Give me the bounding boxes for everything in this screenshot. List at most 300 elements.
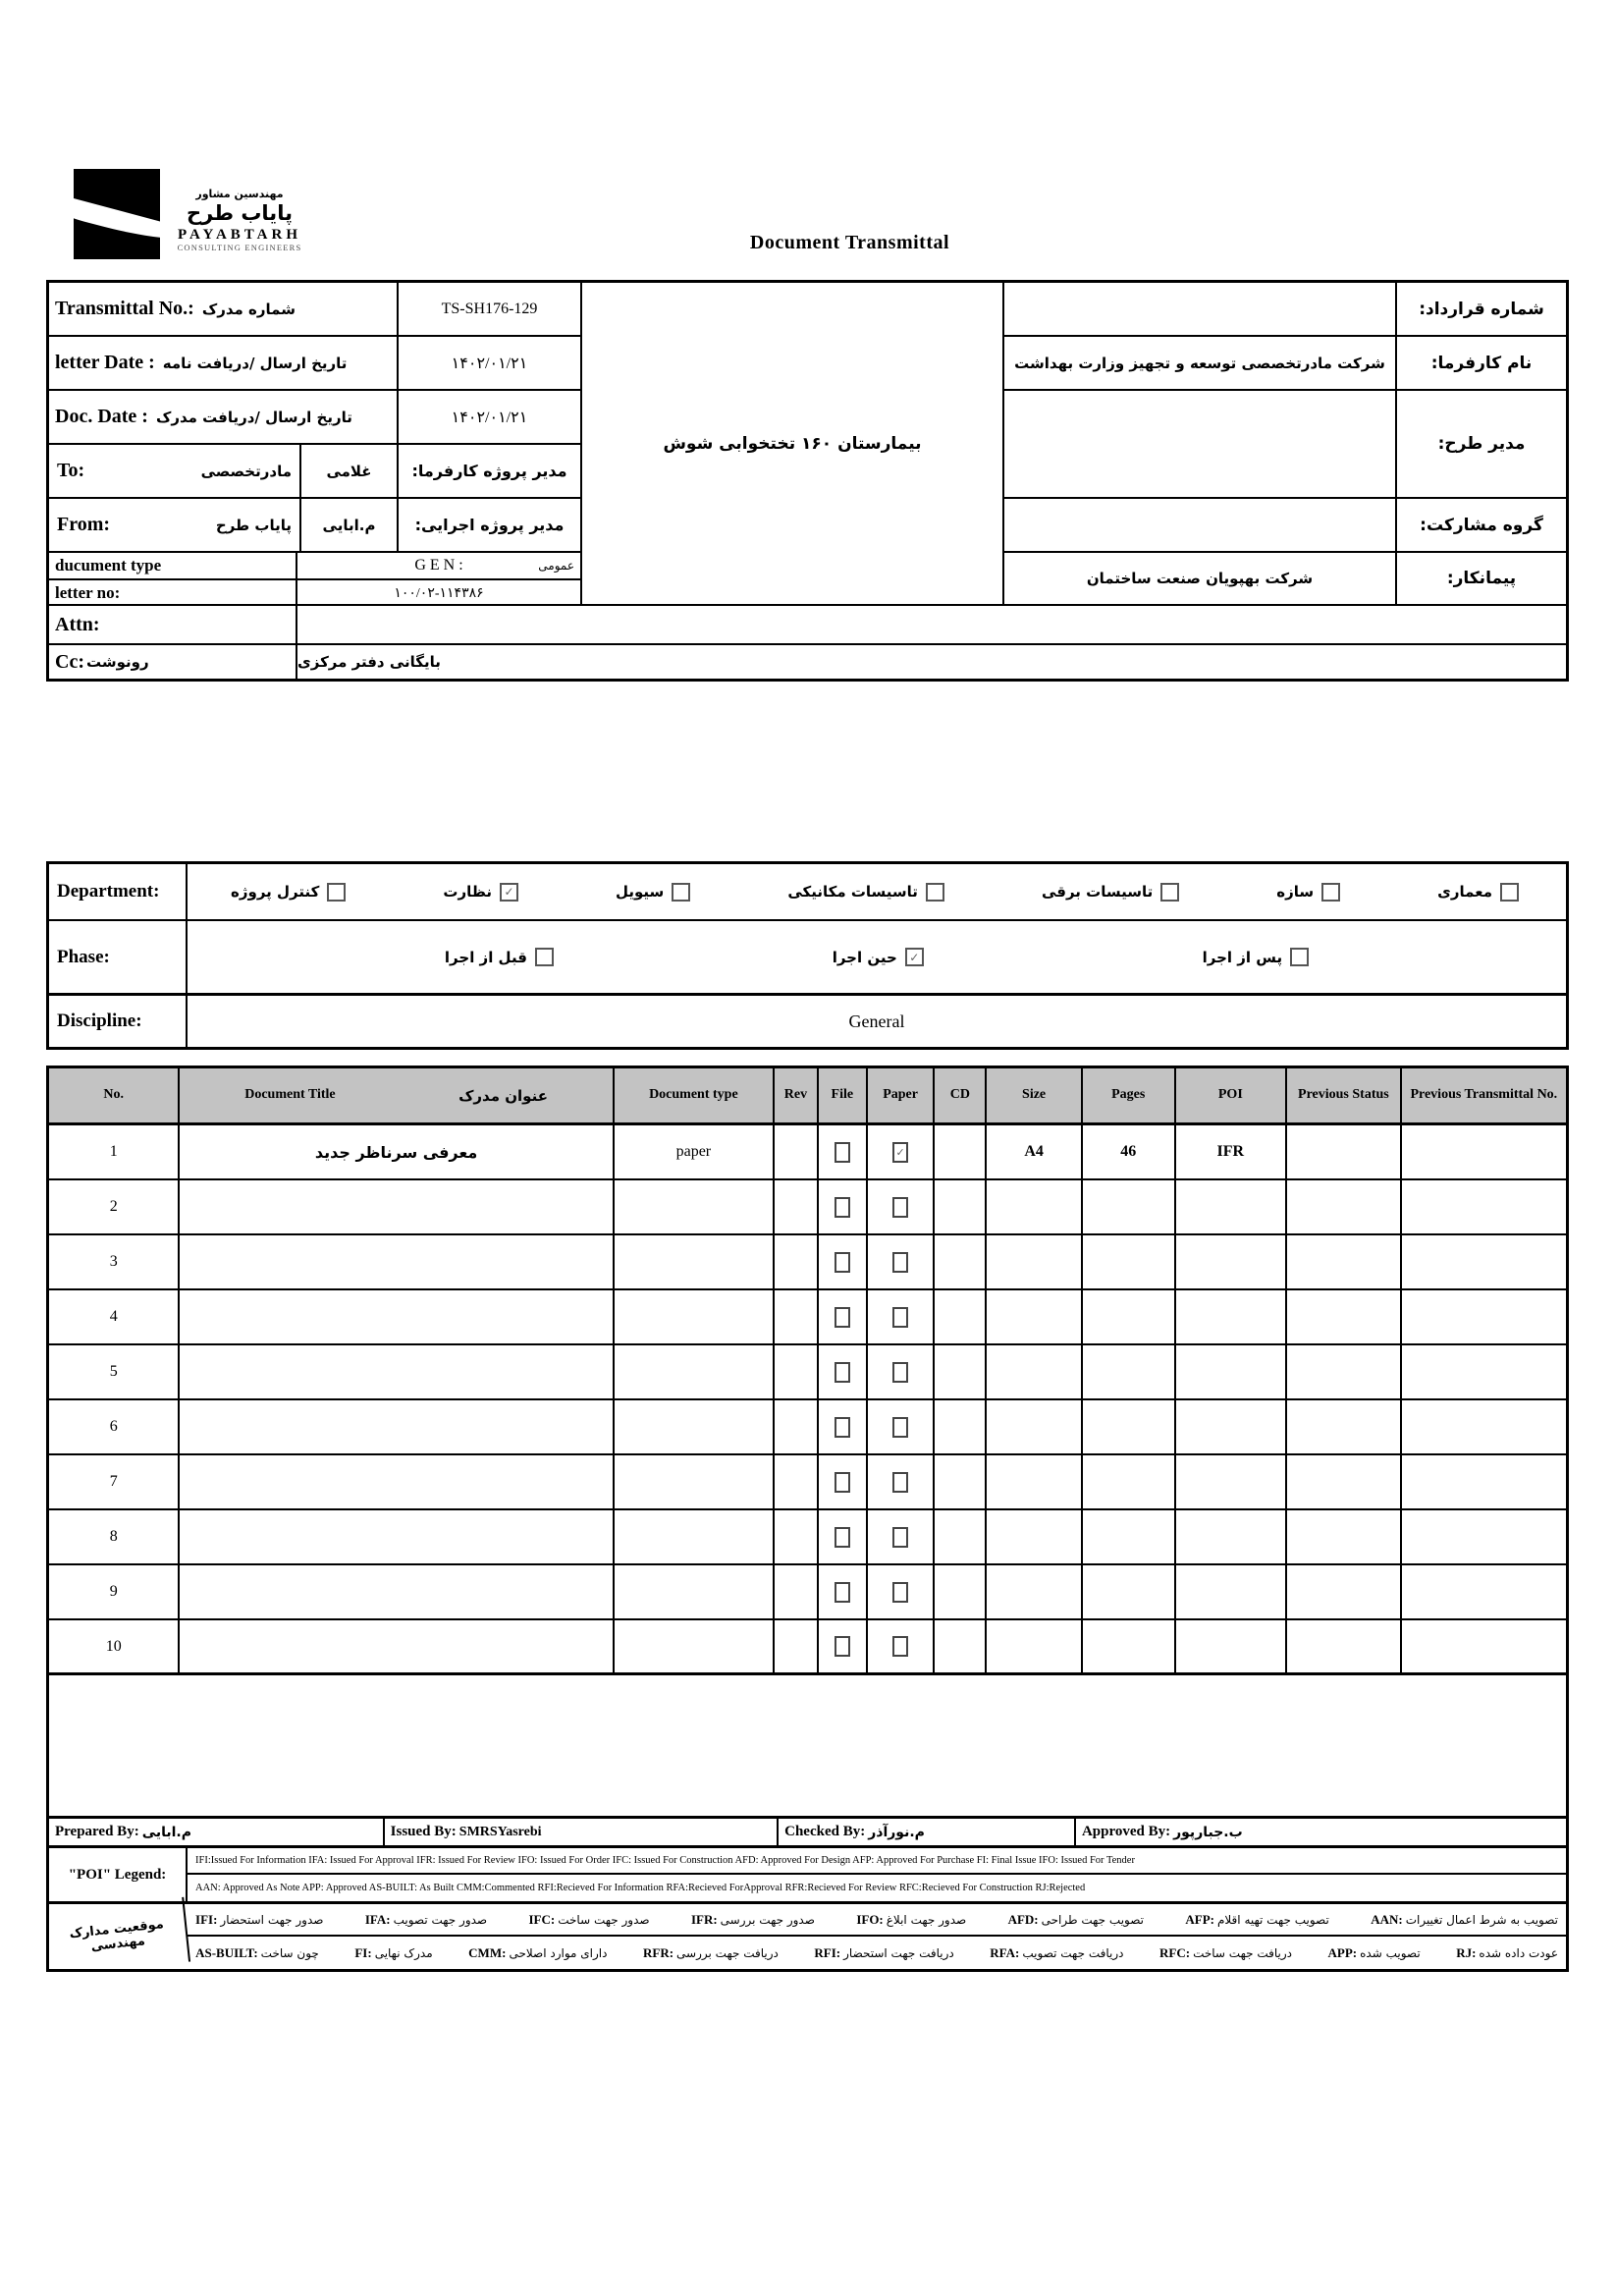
row-poi xyxy=(1176,1345,1288,1398)
row-number: 8 xyxy=(49,1510,180,1563)
row-size xyxy=(987,1510,1083,1563)
department-checkbox-2[interactable] xyxy=(1321,883,1340,902)
header-top-section xyxy=(49,283,1566,606)
logo-farsi-name: پایاب طرح xyxy=(187,200,293,225)
row-prev-transmittal xyxy=(1402,1290,1566,1343)
farsi-legend-1-code: IFA: xyxy=(364,1911,391,1927)
attn-row xyxy=(49,606,1566,645)
approved-by-label: Approved By: xyxy=(1081,1824,1171,1839)
row-prev-transmittal xyxy=(1402,1400,1566,1453)
table-row-6 xyxy=(49,1400,1566,1455)
department-option-label: معماری xyxy=(1437,883,1492,901)
header-right-column xyxy=(1004,283,1566,604)
farsi-legend-section xyxy=(49,1904,1566,1969)
transmittal-no-label: Transmittal No.: xyxy=(55,298,194,319)
row-paper-cell xyxy=(868,1180,936,1233)
row-10-paper-checkbox[interactable] xyxy=(892,1636,908,1657)
farsi-legend-line-1 xyxy=(188,1904,1566,1937)
farsi-legend-2-code: RJ: xyxy=(1456,1944,1477,1960)
farsi-legend-2-code: FI: xyxy=(354,1944,372,1960)
row-6-paper-checkbox[interactable] xyxy=(892,1417,908,1438)
phase-option-label: قبل از اجرا xyxy=(444,948,527,966)
row-number: 7 xyxy=(49,1455,180,1508)
farsi-legend-2-code: RFI: xyxy=(814,1944,841,1960)
row-1-file-checkbox[interactable] xyxy=(835,1142,850,1163)
document-type-label: ducument type xyxy=(55,556,162,574)
row-document-type xyxy=(615,1400,775,1453)
prepared-by-label: Prepared By: xyxy=(55,1824,139,1839)
row-paper-cell xyxy=(868,1565,936,1618)
farsi-legend-2-item-as-built xyxy=(195,1945,319,1961)
letter-date-label-fa: تاریخ ارسال /دریافت نامه xyxy=(162,354,348,372)
farsi-legend-1-text: تصویب جهت طراحی xyxy=(1041,1912,1144,1927)
farsi-legend-2-item-fi xyxy=(354,1945,432,1961)
contract-no-value xyxy=(1004,283,1397,335)
table-row-5 xyxy=(49,1345,1566,1400)
row-rev xyxy=(775,1455,819,1508)
row-2-paper-checkbox[interactable] xyxy=(892,1197,908,1218)
row-prev-transmittal xyxy=(1402,1510,1566,1563)
farsi-legend-2-text: دارای موارد اصلاحی xyxy=(509,1945,608,1960)
row-rev xyxy=(775,1510,819,1563)
department-option-label: کنترل پروژه xyxy=(231,883,320,901)
farsi-legend-1-item-afp xyxy=(1185,1912,1328,1928)
farsi-legend-2-item-app xyxy=(1328,1945,1421,1961)
header-table xyxy=(46,280,1569,682)
row-pages xyxy=(1083,1180,1176,1233)
attn-value xyxy=(297,606,1566,643)
partnership-group-label: گروه مشارکت: xyxy=(1420,515,1543,535)
signoff-row xyxy=(49,1819,1566,1848)
col-header-prev-transmittal: Previous Transmittal No. xyxy=(1410,1087,1558,1103)
farsi-legend-1-code: AAN: xyxy=(1371,1911,1403,1927)
issued-by-value: SMRSYasrebi xyxy=(458,1824,542,1839)
row-file-cell xyxy=(819,1290,868,1343)
row-8-file-checkbox[interactable] xyxy=(835,1527,850,1548)
row-rev xyxy=(775,1400,819,1453)
row-file-cell xyxy=(819,1455,868,1508)
row-file-cell xyxy=(819,1180,868,1233)
row-paper-cell xyxy=(868,1125,936,1178)
row-document-title xyxy=(180,1620,614,1672)
row-4-paper-checkbox[interactable] xyxy=(892,1307,908,1328)
table-row-10 xyxy=(49,1620,1566,1675)
row-prev-transmittal xyxy=(1402,1235,1566,1288)
discipline-value: General xyxy=(848,1011,905,1031)
to-person: غلامی xyxy=(326,462,372,480)
farsi-legend-2-code: RFR: xyxy=(643,1944,674,1960)
row-paper-cell xyxy=(868,1290,936,1343)
row-file-cell xyxy=(819,1235,868,1288)
classification-table xyxy=(46,861,1569,1050)
phase-option-2 xyxy=(833,948,924,966)
col-header-doctype: Document type xyxy=(615,1068,775,1122)
row-size xyxy=(987,1620,1083,1672)
row-size xyxy=(987,1180,1083,1233)
row-3-file-checkbox[interactable] xyxy=(835,1252,850,1273)
row-document-type xyxy=(615,1290,775,1343)
farsi-legend-1-text: صدور جهت ساخت xyxy=(558,1912,650,1927)
doc-date-value: ۱۴۰۲/۰۱/۲۱ xyxy=(451,409,528,426)
table-remarks-empty-area xyxy=(49,1675,1566,1819)
department-checkbox-7[interactable] xyxy=(327,883,346,902)
row-poi xyxy=(1176,1290,1288,1343)
row-cd xyxy=(935,1565,987,1618)
row-7-paper-checkbox[interactable] xyxy=(892,1472,908,1493)
row-number: 10 xyxy=(49,1620,180,1672)
phase-checkbox-1[interactable] xyxy=(1290,948,1309,966)
row-number: 3 xyxy=(49,1235,180,1288)
row-prev-status xyxy=(1287,1565,1402,1618)
header-left-column xyxy=(49,283,582,604)
farsi-legend-1-text: صدور جهت تصویب xyxy=(393,1912,488,1927)
department-checkbox-4[interactable] xyxy=(926,883,944,902)
row-cd xyxy=(935,1290,987,1343)
col-header-rev: Rev xyxy=(775,1068,819,1122)
row-cd xyxy=(935,1235,987,1288)
document-table-body xyxy=(49,1125,1566,1675)
row-prev-status xyxy=(1287,1235,1402,1288)
col-header-no: No. xyxy=(49,1068,180,1122)
row-pages xyxy=(1083,1400,1176,1453)
cc-label: Cc: xyxy=(55,650,84,673)
farsi-legend-1-item-aan xyxy=(1371,1912,1558,1928)
row-number: 5 xyxy=(49,1345,180,1398)
phase-option-1 xyxy=(1203,948,1309,966)
row-prev-transmittal xyxy=(1402,1180,1566,1233)
department-option-label: نظارت xyxy=(443,883,492,901)
row-document-type xyxy=(615,1345,775,1398)
farsi-legend-1-item-ifr xyxy=(691,1912,815,1928)
row-cd xyxy=(935,1125,987,1178)
row-file-cell xyxy=(819,1620,868,1672)
poi-legend-english-line-1: IFI:Issued For Information IFA: Issued For Approval IFR: Issued For Review IFO: Issued For Order IFC: Issued For Construction AFD: Approved For Design AFP: Approved For Purchase FI: Final Issue IFO: Issued For Tender xyxy=(188,1848,1566,1875)
poi-legend-label: "POI" Legend: xyxy=(49,1848,188,1901)
row-4-file-checkbox[interactable] xyxy=(835,1307,850,1328)
row-prev-status xyxy=(1287,1180,1402,1233)
row-document-title: معرفی سرناظر جدید xyxy=(180,1125,614,1178)
row-rev xyxy=(775,1290,819,1343)
farsi-legend-2-text: چون ساخت xyxy=(260,1945,319,1960)
row-7-file-checkbox[interactable] xyxy=(835,1472,850,1493)
row-file-cell xyxy=(819,1510,868,1563)
row-document-type xyxy=(615,1235,775,1288)
row-number: 6 xyxy=(49,1400,180,1453)
row-prev-status xyxy=(1287,1345,1402,1398)
contractor-label: پیمانکار: xyxy=(1446,569,1517,588)
farsi-legend-1-code: IFI: xyxy=(195,1911,218,1927)
row-poi xyxy=(1176,1235,1288,1288)
farsi-legend-1-code: IFC: xyxy=(528,1911,556,1927)
project-name-cell xyxy=(582,283,1004,604)
farsi-legend-2-item-rfc xyxy=(1159,1945,1292,1961)
col-header-title-en: Document Title xyxy=(244,1087,336,1103)
col-header-paper: Paper xyxy=(868,1068,936,1122)
row-poi: IFR xyxy=(1176,1125,1288,1178)
row-3-paper-checkbox[interactable] xyxy=(892,1252,908,1273)
transmittal-no-value: TS-SH176-129 xyxy=(441,300,538,317)
row-rev xyxy=(775,1620,819,1672)
farsi-legend-1-text: صدور جهت ابلاغ xyxy=(886,1912,967,1927)
row-5-paper-checkbox[interactable] xyxy=(892,1362,908,1383)
department-option-label: سیویل xyxy=(615,883,665,901)
farsi-legend-1-item-afd xyxy=(1008,1912,1144,1928)
row-rev xyxy=(775,1565,819,1618)
document-type-value: G E N : xyxy=(414,557,463,574)
table-row-2 xyxy=(49,1180,1566,1235)
client-name-value: شرکت مادرتخصصی توسعه و تجهیز وزارت بهداشت xyxy=(1014,354,1385,372)
farsi-legend-2-text: دریافت جهت استحضار xyxy=(843,1945,954,1960)
phase-checkbox-3[interactable] xyxy=(535,948,554,966)
row-document-type xyxy=(615,1510,775,1563)
farsi-legend-2-item-rj xyxy=(1456,1945,1558,1961)
row-document-title xyxy=(180,1400,614,1453)
col-header-size: Size xyxy=(987,1068,1083,1122)
row-poi xyxy=(1176,1565,1288,1618)
design-manager-label: مدیر طرح: xyxy=(1437,434,1526,454)
logo-english-name: PAYABTARH xyxy=(177,226,302,243)
farsi-legend-2-code: RFA: xyxy=(990,1944,1020,1960)
cc-row xyxy=(49,645,1566,679)
department-options xyxy=(188,864,1566,919)
project-name: بیمارستان ۱۶۰ تختخوابی شوش xyxy=(663,433,922,454)
row-size xyxy=(987,1455,1083,1508)
department-checkbox-3[interactable] xyxy=(1160,883,1179,902)
farsi-legend-2-item-rfi xyxy=(814,1945,953,1961)
row-prev-status xyxy=(1287,1510,1402,1563)
row-document-title xyxy=(180,1345,614,1398)
row-prev-transmittal xyxy=(1402,1565,1566,1618)
letter-date-label: letter Date : xyxy=(55,352,155,373)
row-8-paper-checkbox[interactable] xyxy=(892,1527,908,1548)
row-size xyxy=(987,1345,1083,1398)
col-header-file: File xyxy=(819,1068,868,1122)
row-paper-cell xyxy=(868,1235,936,1288)
letter-no-label: letter no: xyxy=(55,583,121,602)
department-checkbox-6[interactable]: ✓ xyxy=(500,883,518,902)
cc-label-fa: رونوشت xyxy=(85,653,149,671)
row-prev-status xyxy=(1287,1400,1402,1453)
poi-legend-english-line-2: AAN: Approved As Note APP: Approved AS-BUILT: As Built CMM:Commented RFI:Recieved For Information RFA:Recieved ForApproval RFR:Recieved For Review RFC:Recieved For Construction RJ:Rejected xyxy=(195,1883,1086,1893)
farsi-legend-1-code: AFP: xyxy=(1185,1911,1214,1927)
row-size: A4 xyxy=(987,1125,1083,1178)
checked-by-value: م.نورآذر xyxy=(868,1824,925,1840)
row-pages xyxy=(1083,1235,1176,1288)
row-file-cell xyxy=(819,1125,868,1178)
department-option-label: سازه xyxy=(1276,883,1315,901)
table-row-7 xyxy=(49,1455,1566,1510)
farsi-legend-1-text: تصویب جهت تهیه اقلام xyxy=(1216,1912,1329,1927)
department-option-2 xyxy=(1276,883,1340,902)
col-header-prev-status: Previous Status xyxy=(1287,1068,1402,1122)
document-type-value-fa: عمومی xyxy=(538,559,574,573)
cc-value: بایگانی دفتر مرکزی xyxy=(297,653,441,671)
page-title: Document Transmittal xyxy=(749,232,950,253)
farsi-legend-1-code: IFR: xyxy=(690,1911,718,1927)
row-paper-cell xyxy=(868,1510,936,1563)
farsi-legend-2-item-rfa xyxy=(990,1945,1123,1961)
row-paper-cell xyxy=(868,1400,936,1453)
row-document-title xyxy=(180,1290,614,1343)
row-pages xyxy=(1083,1455,1176,1508)
row-10-file-checkbox[interactable] xyxy=(835,1636,850,1657)
farsi-legend-2-text: دریافت جهت بررسی xyxy=(676,1945,779,1960)
prepared-by-value: م.ابایی xyxy=(141,1824,191,1840)
from-person: م.ابایی xyxy=(322,516,376,534)
row-number: 2 xyxy=(49,1180,180,1233)
contractor-value: شرکت بهپویان صنعت ساختمان xyxy=(1086,570,1314,587)
table-row-4 xyxy=(49,1290,1566,1345)
farsi-legend-1-text: تصویب به شرط اعمال تغییرات xyxy=(1405,1912,1558,1927)
row-prev-transmittal xyxy=(1402,1455,1566,1508)
row-paper-cell xyxy=(868,1455,936,1508)
letter-date-value: ۱۴۰۲/۰۱/۲۱ xyxy=(451,355,528,372)
row-document-type xyxy=(615,1455,775,1508)
discipline-row xyxy=(49,996,1566,1047)
executive-pm-label: مدیر پروژه اجرایی: xyxy=(414,516,565,534)
row-paper-cell xyxy=(868,1345,936,1398)
farsi-legend-1-item-ifa xyxy=(365,1912,487,1928)
row-document-type xyxy=(615,1180,775,1233)
row-2-file-checkbox[interactable] xyxy=(835,1197,850,1218)
table-row-1 xyxy=(49,1125,1566,1180)
row-number: 9 xyxy=(49,1565,180,1618)
row-1-paper-checkbox[interactable]: ✓ xyxy=(892,1142,908,1163)
checked-by-label: Checked By: xyxy=(784,1824,866,1839)
row-cd xyxy=(935,1400,987,1453)
row-document-title xyxy=(180,1180,614,1233)
to-label: To: xyxy=(57,460,85,481)
row-document-title xyxy=(180,1565,614,1618)
farsi-legend-line-2 xyxy=(188,1937,1566,1969)
phase-label: Phase: xyxy=(49,921,188,993)
row-6-file-checkbox[interactable] xyxy=(835,1417,850,1438)
row-paper-cell xyxy=(868,1620,936,1672)
row-file-cell xyxy=(819,1400,868,1453)
row-9-file-checkbox[interactable] xyxy=(835,1582,850,1603)
design-manager-value xyxy=(1004,391,1397,497)
phase-option-label: پس از اجرا xyxy=(1202,948,1283,966)
department-option-label: تاسیسات برقی xyxy=(1041,883,1154,901)
row-pages: 46 xyxy=(1083,1125,1176,1178)
row-rev xyxy=(775,1345,819,1398)
farsi-legend-1-text: صدور جهت بررسی xyxy=(720,1912,815,1927)
farsi-legend-2-text: دریافت جهت ساخت xyxy=(1193,1945,1292,1960)
department-checkbox-5[interactable] xyxy=(672,883,690,902)
farsi-legend-1-code: IFO: xyxy=(856,1911,884,1927)
row-poi xyxy=(1176,1620,1288,1672)
farsi-legend-1-item-ifc xyxy=(529,1912,650,1928)
department-option-4 xyxy=(787,883,944,902)
department-option-7 xyxy=(231,883,346,902)
table-row-3 xyxy=(49,1235,1566,1290)
farsi-legend-2-code: APP: xyxy=(1327,1944,1358,1960)
farsi-legend-1-text: صدور جهت استحضار xyxy=(220,1912,324,1927)
client-pm-label: مدیر پروژه کارفرما: xyxy=(411,462,567,480)
farsi-legend-1-item-ifo xyxy=(856,1912,966,1928)
poi-legend-section xyxy=(49,1848,1566,1904)
row-prev-transmittal xyxy=(1402,1620,1566,1672)
row-document-type xyxy=(615,1565,775,1618)
row-size xyxy=(987,1235,1083,1288)
department-option-5 xyxy=(616,883,690,902)
row-size xyxy=(987,1565,1083,1618)
row-cd xyxy=(935,1345,987,1398)
row-file-cell xyxy=(819,1565,868,1618)
farsi-legend-1-item-ifi xyxy=(195,1912,323,1928)
row-document-title xyxy=(180,1510,614,1563)
row-prev-transmittal xyxy=(1402,1345,1566,1398)
row-prev-transmittal xyxy=(1402,1125,1566,1178)
doc-date-label-fa: تاریخ ارسال /دریافت مدرک xyxy=(155,408,352,426)
from-label: From: xyxy=(57,514,111,535)
row-5-file-checkbox[interactable] xyxy=(835,1362,850,1383)
phase-checkbox-2[interactable]: ✓ xyxy=(905,948,924,966)
row-prev-status xyxy=(1287,1620,1402,1672)
letter-no-value: ۱۰۰/۰۲-۱۱۴۳۸۶ xyxy=(394,585,484,601)
row-size xyxy=(987,1400,1083,1453)
row-pages xyxy=(1083,1510,1176,1563)
row-number: 4 xyxy=(49,1290,180,1343)
row-rev xyxy=(775,1180,819,1233)
row-9-paper-checkbox[interactable] xyxy=(892,1582,908,1603)
row-poi xyxy=(1176,1180,1288,1233)
farsi-legend-2-text: عودت داده شده xyxy=(1479,1945,1558,1960)
row-pages xyxy=(1083,1290,1176,1343)
from-value: پایاب طرح xyxy=(215,516,292,534)
farsi-legend-1-code: AFD: xyxy=(1007,1911,1039,1927)
col-header-poi: POI xyxy=(1176,1068,1288,1122)
department-option-1 xyxy=(1437,883,1519,902)
row-poi xyxy=(1176,1400,1288,1453)
discipline-label: Discipline: xyxy=(49,996,188,1047)
row-prev-status xyxy=(1287,1290,1402,1343)
farsi-legend-2-item-cmm xyxy=(468,1945,607,1961)
doc-date-label: Doc. Date : xyxy=(55,406,148,427)
table-row-8 xyxy=(49,1510,1566,1565)
phase-row xyxy=(49,921,1566,996)
farsi-legend-2-code: RFC: xyxy=(1159,1944,1191,1960)
row-pages xyxy=(1083,1345,1176,1398)
row-cd xyxy=(935,1455,987,1508)
farsi-legend-2-text: تصویب شده xyxy=(1360,1945,1421,1960)
farsi-legend-2-code: AS-BUILT: xyxy=(195,1944,258,1960)
row-cd xyxy=(935,1510,987,1563)
client-name-label: نام کارفرما: xyxy=(1430,353,1533,373)
logo-english-subtitle: CONSULTING ENGINEERS xyxy=(177,243,302,253)
department-checkbox-1[interactable] xyxy=(1500,883,1519,902)
department-row xyxy=(49,864,1566,921)
logo-farsi-tagline: مهندسین مشاور xyxy=(195,188,284,200)
row-document-type xyxy=(615,1620,775,1672)
department-label: Department: xyxy=(49,864,188,919)
row-rev xyxy=(775,1235,819,1288)
farsi-legend-2-item-rfr xyxy=(643,1945,779,1961)
col-header-title-fa: عنوان مدرک xyxy=(458,1086,548,1105)
department-option-6 xyxy=(443,883,518,902)
farsi-legend-2-text: مدرک نهایی xyxy=(374,1945,433,1960)
document-table-header xyxy=(49,1068,1566,1125)
issued-by-label: Issued By: xyxy=(390,1824,457,1839)
row-cd xyxy=(935,1620,987,1672)
row-rev xyxy=(775,1125,819,1178)
row-document-title xyxy=(180,1235,614,1288)
farsi-legend-label: موقعیت مدارک مهندسی xyxy=(46,1897,190,1976)
row-poi xyxy=(1176,1455,1288,1508)
table-row-9 xyxy=(49,1565,1566,1620)
department-option-3 xyxy=(1042,883,1179,902)
row-size xyxy=(987,1290,1083,1343)
